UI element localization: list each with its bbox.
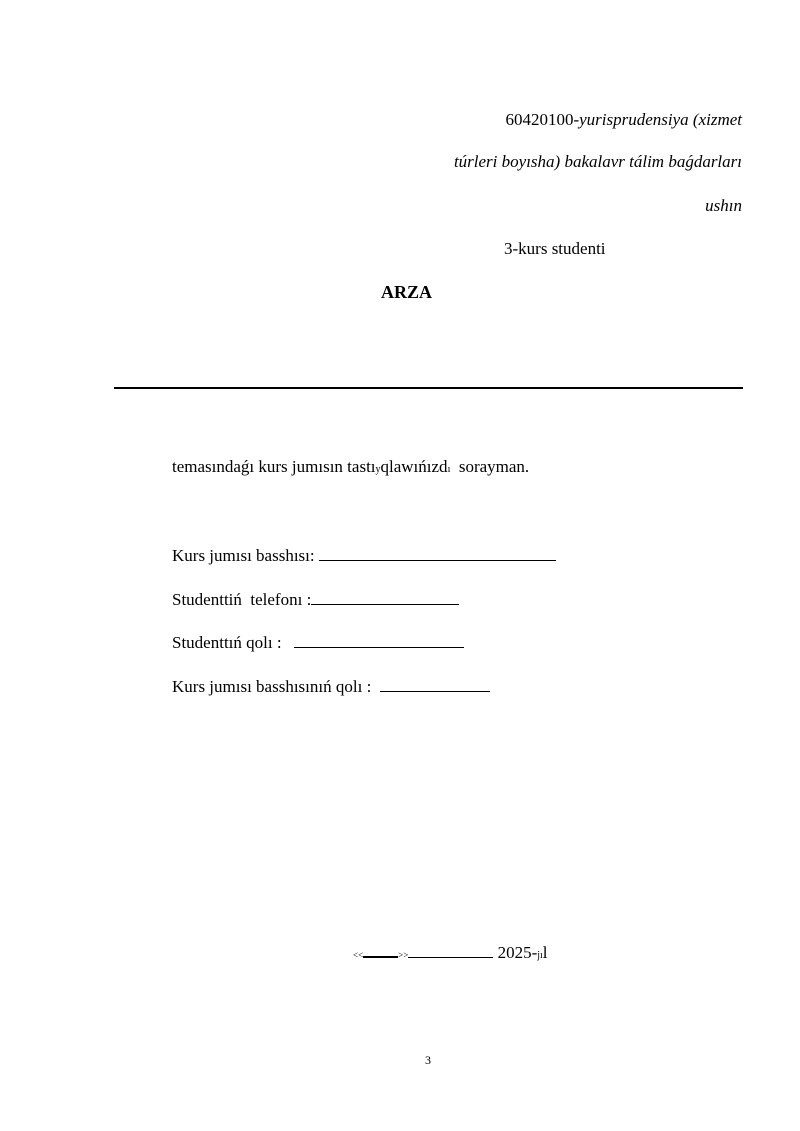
field-supervisor-signature-label: Kurs jumısı basshısınıń qolı : [172,677,380,696]
field-supervisor-blank [319,544,556,561]
program-name-part-1: yurisprudensiya (xizmet [579,110,742,129]
request-sentence [172,457,529,477]
field-student-signature [172,631,464,653]
header-line-3: ushın [705,196,742,215]
program-code: 60420100- [505,110,580,129]
request-part-4: ı [447,464,451,475]
date-open-quote: << [353,950,364,960]
date-year: 2025- [493,943,538,962]
field-student-signature-label: Studenttıń qolı : [172,633,295,652]
request-part-2: y [375,464,381,475]
topic-fill-line [114,387,743,389]
field-phone-label: Studenttiń telefonı : [172,590,312,609]
date-line [353,940,548,963]
field-supervisor-signature [172,675,490,697]
date-suffix: l [542,943,548,962]
field-phone-blank [311,588,459,605]
course-label: 3-kurs studenti [504,239,606,258]
header-line-1 [505,110,742,130]
field-supervisor-signature-blank [380,675,490,692]
field-supervisor-label: Kurs jumısı basshısı: [172,546,319,565]
request-part-1: temasındaǵı kurs jumısın tastı [172,457,376,476]
request-part-5: sorayman. [450,457,530,476]
field-supervisor [172,544,556,566]
date-suffix-small: jı [537,950,543,961]
request-part-3: qlawıńızd [380,457,448,476]
date-month-blank [408,941,493,958]
page-number: 3 [425,1053,431,1067]
document-title: ARZA [381,282,433,302]
field-phone [172,588,459,610]
header-line-2: túrleri boyısha) bakalavr tálim baǵdarları [453,152,742,171]
date-close-quote: >> [398,950,409,960]
date-day-blank [363,940,398,958]
field-student-signature-blank [294,631,464,648]
